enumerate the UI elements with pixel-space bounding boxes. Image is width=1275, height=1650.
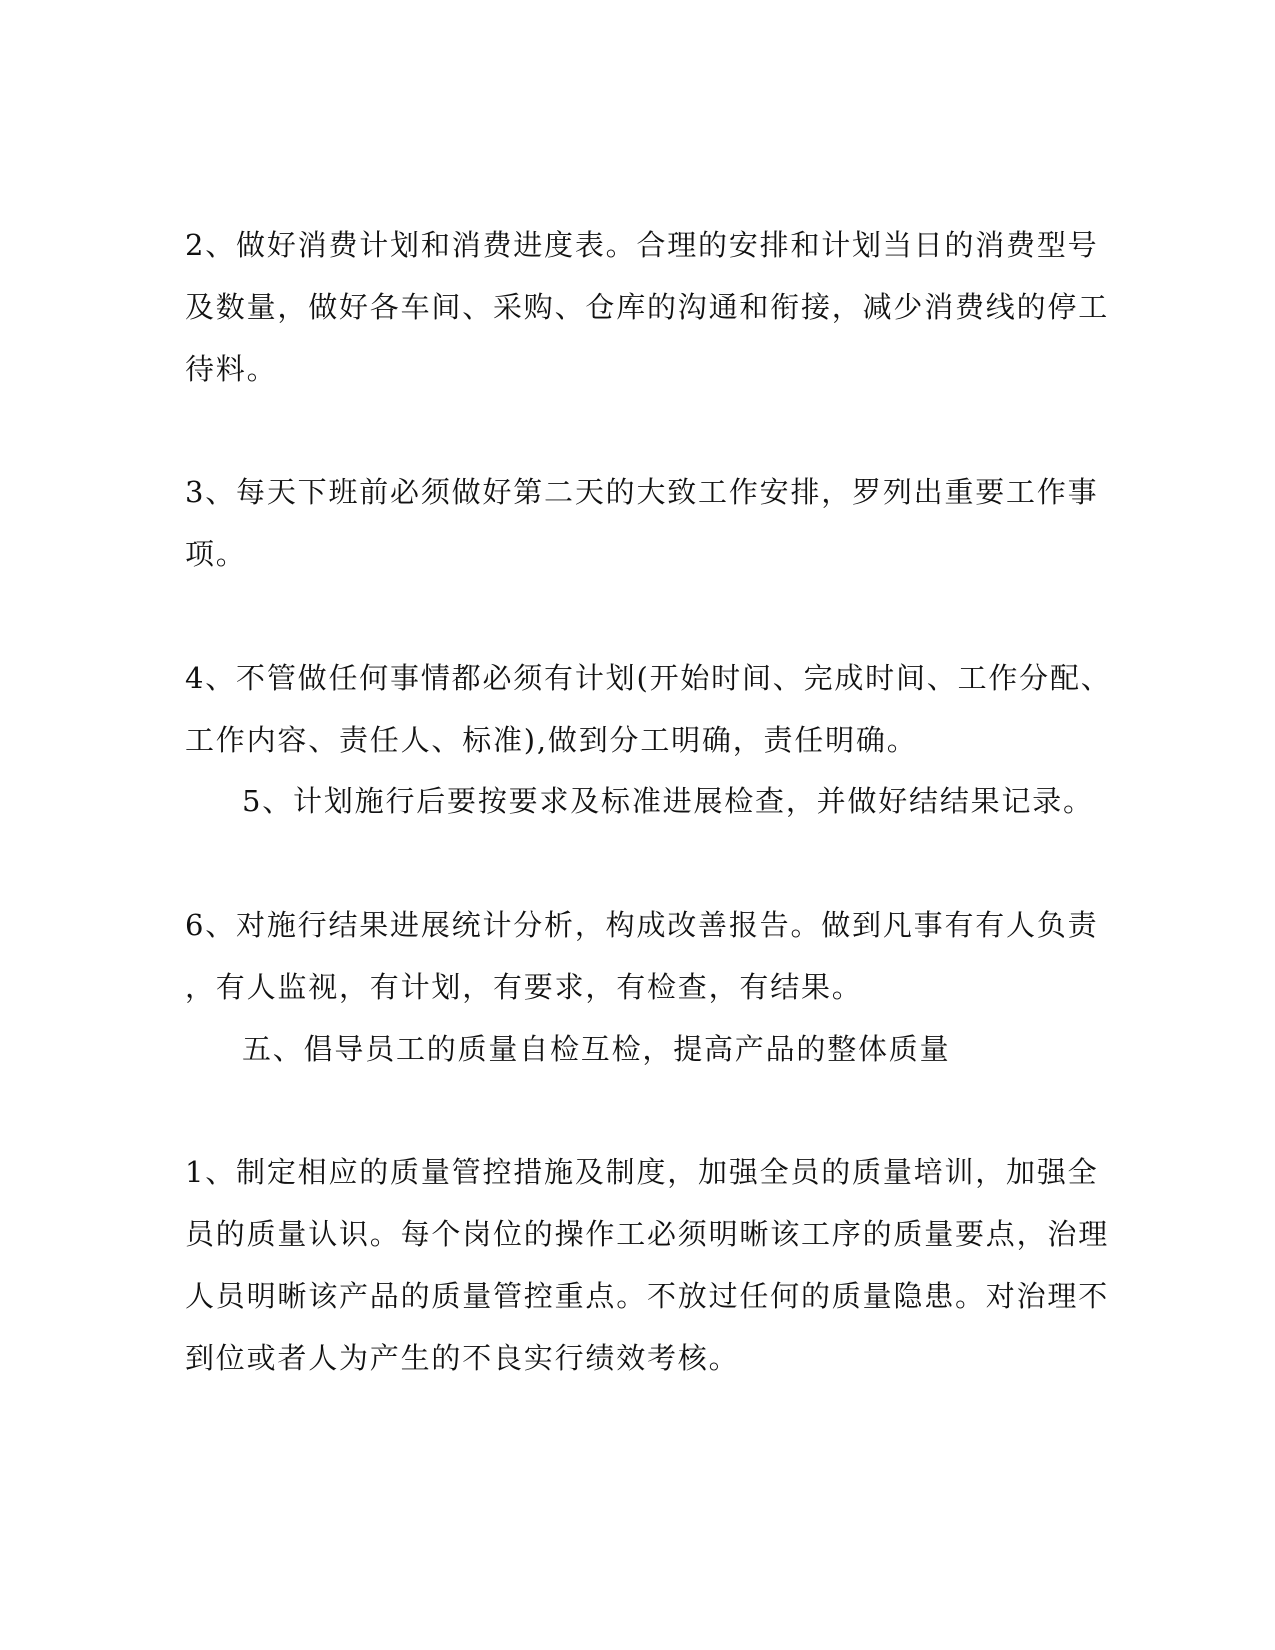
paragraph-5-line-1: 5、计划施行后要按要求及标准进展检查，并做好结结果记录。	[242, 784, 1094, 818]
paragraph-6-line-1: 6、对施行结果进展统计分析，构成改善报告。做到凡事有有人负责	[185, 908, 1099, 942]
paragraph-2-line-3: 待料。	[185, 352, 278, 386]
paragraph-2-line-2: 及数量，做好各车间、采购、仓库的沟通和衔接，减少消费线的停工	[185, 290, 1110, 324]
paragraph-3-line-2: 项。	[185, 537, 247, 571]
section-heading-5: 五、倡导员工的质量自检互检，提高产品的整体质量	[242, 1032, 951, 1066]
paragraph-3-line-1: 3、每天下班前必须做好第二天的大致工作安排，罗列出重要工作事	[185, 475, 1099, 509]
paragraph-4-line-2: 工作内容、责任人、标准),做到分工明确，责任明确。	[185, 723, 918, 757]
paragraph-s5-1-line-4: 到位或者人为产生的不良实行绩效考核。	[185, 1341, 740, 1375]
paragraph-s5-1-line-1: 1、制定相应的质量管控措施及制度，加强全员的质量培训，加强全	[185, 1155, 1099, 1189]
paragraph-s5-1-line-3: 人员明晰该产品的质量管控重点。不放过任何的质量隐患。对治理不	[185, 1279, 1110, 1313]
paragraph-6-line-2: ，有人监视，有计划，有要求，有检查，有结果。	[185, 970, 863, 1004]
paragraph-2-line-1: 2、做好消费计划和消费进度表。合理的安排和计划当日的消费型号	[185, 228, 1099, 262]
paragraph-s5-1-line-2: 员的质量认识。每个岗位的操作工必须明晰该工序的质量要点，治理	[185, 1217, 1110, 1251]
paragraph-4-line-1: 4、不管做任何事情都必须有计划(开始时间、完成时间、工作分配、	[185, 661, 1112, 695]
